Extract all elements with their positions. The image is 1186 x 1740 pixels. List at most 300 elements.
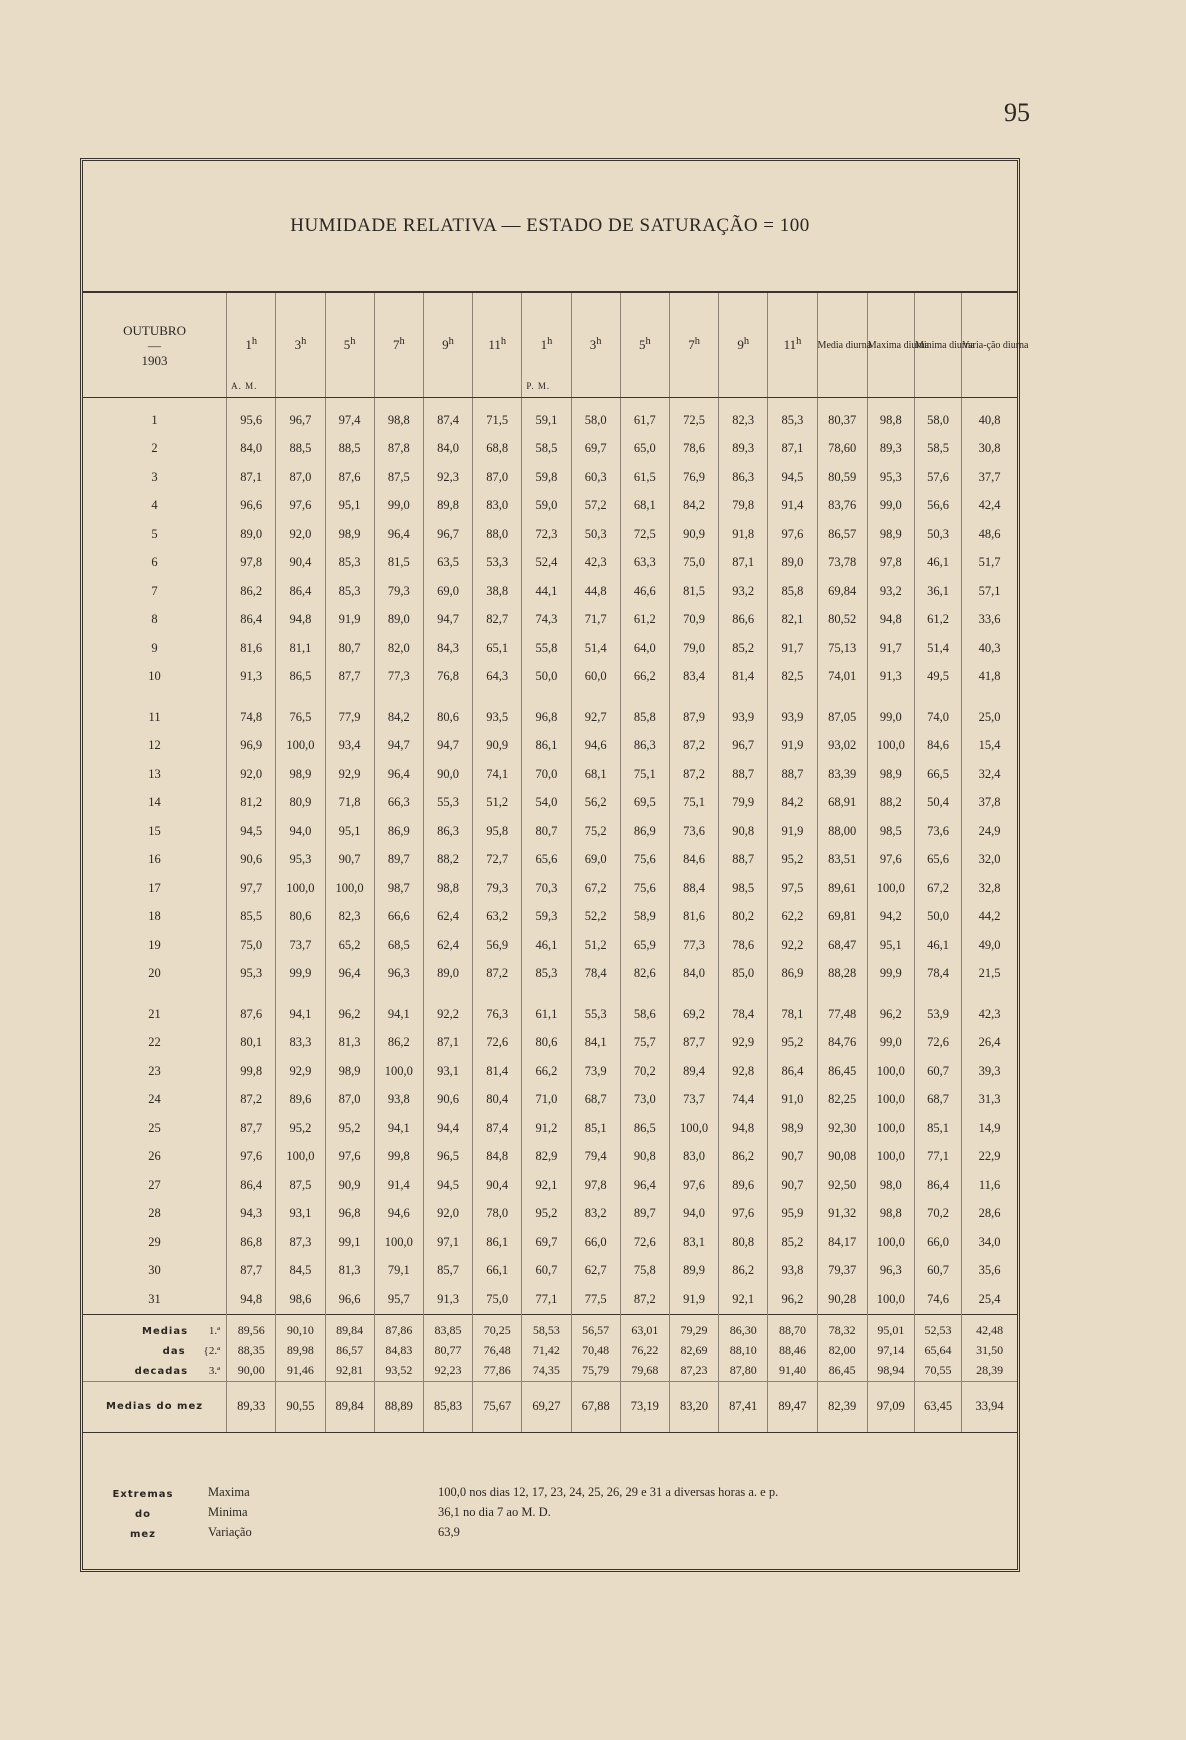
- value-cell: 72,5: [620, 520, 669, 549]
- value-cell: 98,0: [867, 1171, 914, 1200]
- value-cell: 33,6: [962, 606, 1017, 635]
- value-cell: 100,0: [276, 732, 325, 761]
- value-cell: 52,2: [571, 903, 620, 932]
- value-cell: 32,0: [962, 846, 1017, 875]
- decade-value-cell: 90,00: [227, 1361, 276, 1382]
- value-cell: 88,7: [719, 846, 768, 875]
- value-cell: 86,6: [719, 606, 768, 635]
- value-cell: 84,6: [669, 846, 718, 875]
- value-cell: 80,59: [817, 463, 867, 492]
- day-cell: 6: [151, 555, 158, 570]
- value-cell: 93,1: [276, 1200, 325, 1229]
- decade-value-cell: 92,23: [423, 1361, 472, 1382]
- day-cell: 4: [151, 498, 158, 513]
- page-number: 95: [1004, 98, 1030, 127]
- spacer-cell: [719, 988, 768, 1000]
- value-cell: 94,6: [374, 1200, 423, 1229]
- value-cell: 98,7: [374, 874, 423, 903]
- spacer-cell: [83, 398, 227, 407]
- extremes-label-3: mez: [129, 1529, 157, 1540]
- value-cell: 90,28: [817, 1285, 867, 1314]
- decade-value-cell: 89,98: [276, 1341, 325, 1361]
- table-row: [83, 634, 1017, 663]
- value-cell: 88,2: [867, 789, 914, 818]
- value-cell: 95,3: [227, 960, 276, 989]
- extremes-label-2: do: [134, 1509, 152, 1520]
- value-cell: 61,2: [914, 606, 961, 635]
- hour-label: 5: [638, 337, 646, 353]
- decade-value-cell: 87,23: [669, 1361, 718, 1382]
- value-cell: 42,3: [962, 1000, 1017, 1029]
- value-cell: 96,2: [867, 1000, 914, 1029]
- value-cell: 51,2: [571, 931, 620, 960]
- value-cell: 82,25: [817, 1086, 867, 1115]
- value-cell: 99,8: [374, 1143, 423, 1172]
- value-cell: 95,2: [522, 1200, 571, 1229]
- value-cell: 86,3: [423, 817, 472, 846]
- spacer-cell: [817, 398, 867, 407]
- value-cell: 41,8: [962, 663, 1017, 692]
- spacer-cell: [962, 398, 1017, 407]
- value-cell: 65,1: [473, 634, 522, 663]
- value-cell: 57,6: [914, 463, 961, 492]
- value-cell: 95,1: [325, 492, 374, 521]
- value-cell: 83,76: [817, 492, 867, 521]
- decade-value-cell: 28,39: [962, 1361, 1017, 1382]
- value-cell: 50,0: [522, 663, 571, 692]
- decade-label: decadas: [134, 1365, 189, 1377]
- value-cell: 100,0: [374, 1057, 423, 1086]
- decade-value-cell: 92,81: [325, 1361, 374, 1382]
- table-row: [83, 1285, 1017, 1314]
- maxima-header-label: Maxima diurna: [867, 339, 930, 351]
- value-cell: 91,7: [867, 634, 914, 663]
- value-cell: 91,0: [768, 1086, 817, 1115]
- value-cell: 94,5: [423, 1171, 472, 1200]
- value-cell: 87,0: [473, 463, 522, 492]
- table-row: [83, 732, 1017, 761]
- value-cell: 84,2: [669, 492, 718, 521]
- value-cell: 94,5: [227, 817, 276, 846]
- hour-header: [768, 293, 817, 398]
- value-cell: 100,0: [276, 874, 325, 903]
- value-cell: 96,2: [768, 1285, 817, 1314]
- table-row: [83, 520, 1017, 549]
- value-cell: 58,0: [571, 406, 620, 435]
- value-cell: 80,4: [473, 1086, 522, 1115]
- value-cell: 98,9: [867, 520, 914, 549]
- value-cell: 98,8: [374, 406, 423, 435]
- hour-header: [669, 293, 718, 398]
- day-cell: 30: [148, 1263, 161, 1278]
- value-cell: 83,3: [276, 1029, 325, 1058]
- decade-value-cell: 83,85: [423, 1314, 472, 1341]
- value-cell: 84,2: [768, 789, 817, 818]
- value-cell: 97,6: [719, 1200, 768, 1229]
- value-cell: 86,1: [522, 732, 571, 761]
- value-cell: 68,8: [473, 435, 522, 464]
- value-cell: 93,2: [719, 577, 768, 606]
- spacer-cell: [768, 988, 817, 1000]
- value-cell: 85,3: [768, 406, 817, 435]
- month-mean-cell: 89,84: [325, 1381, 374, 1432]
- decade-value-cell: 88,10: [719, 1341, 768, 1361]
- spacer-row: [83, 398, 1017, 407]
- value-cell: 91,32: [817, 1200, 867, 1229]
- value-cell: 96,5: [423, 1143, 472, 1172]
- value-cell: 94,7: [423, 732, 472, 761]
- decade-value-cell: 87,86: [374, 1314, 423, 1341]
- value-cell: 98,9: [768, 1114, 817, 1143]
- value-cell: 97,6: [276, 492, 325, 521]
- value-cell: 78,6: [719, 931, 768, 960]
- value-cell: 66,0: [914, 1228, 961, 1257]
- value-cell: 85,8: [768, 577, 817, 606]
- value-cell: 92,9: [719, 1029, 768, 1058]
- hour-header: [719, 293, 768, 398]
- value-cell: 93,4: [325, 732, 374, 761]
- spacer-cell: [962, 988, 1017, 1000]
- value-cell: 75,0: [669, 549, 718, 578]
- value-cell: 76,5: [276, 703, 325, 732]
- value-cell: 88,00: [817, 817, 867, 846]
- value-cell: 70,2: [620, 1057, 669, 1086]
- value-cell: 93,5: [473, 703, 522, 732]
- spacer-cell: [374, 691, 423, 703]
- value-cell: 84,6: [914, 732, 961, 761]
- value-cell: 91,9: [669, 1285, 718, 1314]
- value-cell: 80,37: [817, 406, 867, 435]
- decade-value-cell: 89,56: [227, 1314, 276, 1341]
- value-cell: 95,2: [768, 1029, 817, 1058]
- value-cell: 94,1: [276, 1000, 325, 1029]
- value-cell: 92,2: [768, 931, 817, 960]
- spacer-cell: [817, 691, 867, 703]
- value-cell: 93,9: [768, 703, 817, 732]
- decade-row: [83, 1361, 1017, 1382]
- hour-suffix: h: [694, 336, 700, 348]
- table-row: [83, 663, 1017, 692]
- spacer-cell: [83, 988, 227, 1000]
- value-cell: 86,2: [719, 1143, 768, 1172]
- value-cell: 99,1: [325, 1228, 374, 1257]
- value-cell: 94,8: [276, 606, 325, 635]
- table-row: [83, 549, 1017, 578]
- value-cell: 94,7: [374, 732, 423, 761]
- value-cell: 94,7: [423, 606, 472, 635]
- value-cell: 90,4: [473, 1171, 522, 1200]
- value-cell: 100,0: [276, 1143, 325, 1172]
- value-cell: 74,0: [914, 703, 961, 732]
- value-cell: 86,4: [227, 606, 276, 635]
- value-cell: 59,8: [522, 463, 571, 492]
- value-cell: 52,4: [522, 549, 571, 578]
- value-cell: 87,1: [423, 1029, 472, 1058]
- value-cell: 50,3: [914, 520, 961, 549]
- spacer-cell: [669, 691, 718, 703]
- value-cell: 68,1: [620, 492, 669, 521]
- value-cell: 90,7: [768, 1171, 817, 1200]
- value-cell: 81,2: [227, 789, 276, 818]
- value-cell: 69,81: [817, 903, 867, 932]
- value-cell: 60,7: [914, 1257, 961, 1286]
- value-cell: 84,76: [817, 1029, 867, 1058]
- value-cell: 80,8: [719, 1228, 768, 1257]
- day-cell: 5: [151, 526, 158, 541]
- value-cell: 87,5: [276, 1171, 325, 1200]
- value-cell: 100,0: [867, 1057, 914, 1086]
- value-cell: 50,0: [914, 903, 961, 932]
- value-cell: 55,8: [522, 634, 571, 663]
- hour-header: [374, 293, 423, 398]
- value-cell: 69,0: [571, 846, 620, 875]
- decade-label-cell: das {2.ª: [162, 1344, 221, 1357]
- value-cell: 87,2: [669, 732, 718, 761]
- value-cell: 60,7: [522, 1257, 571, 1286]
- value-cell: 91,4: [768, 492, 817, 521]
- hour-suffix: h: [399, 336, 405, 348]
- decade-row: [83, 1314, 1017, 1341]
- value-cell: 94,8: [719, 1114, 768, 1143]
- value-cell: 85,3: [522, 960, 571, 989]
- value-cell: 71,0: [522, 1086, 571, 1115]
- table-row: [83, 606, 1017, 635]
- spacer-cell: [719, 398, 768, 407]
- table-row: [83, 463, 1017, 492]
- value-cell: 50,3: [571, 520, 620, 549]
- month-header: [83, 293, 227, 398]
- value-cell: 90,9: [325, 1171, 374, 1200]
- value-cell: 99,0: [374, 492, 423, 521]
- value-cell: 94,2: [867, 903, 914, 932]
- value-cell: 88,0: [473, 520, 522, 549]
- value-cell: 100,0: [867, 874, 914, 903]
- extremes-label-1: Extremas: [112, 1489, 174, 1500]
- decade-value-cell: 82,00: [817, 1341, 867, 1361]
- value-cell: 87,1: [227, 463, 276, 492]
- day-cell: 11: [148, 709, 161, 724]
- value-cell: 86,57: [817, 520, 867, 549]
- value-cell: 90,9: [473, 732, 522, 761]
- value-cell: 91,9: [768, 732, 817, 761]
- value-cell: 99,9: [276, 960, 325, 989]
- value-cell: 94,8: [867, 606, 914, 635]
- value-cell: 98,9: [276, 760, 325, 789]
- day-cell: 3: [151, 469, 158, 484]
- value-cell: 15,4: [962, 732, 1017, 761]
- value-cell: 56,6: [914, 492, 961, 521]
- value-cell: 91,3: [423, 1285, 472, 1314]
- value-cell: 25,4: [962, 1285, 1017, 1314]
- value-cell: 53,3: [473, 549, 522, 578]
- value-cell: 94,1: [374, 1000, 423, 1029]
- day-cell: 24: [148, 1092, 161, 1107]
- spacer-cell: [620, 691, 669, 703]
- hour-header: [276, 293, 325, 398]
- value-cell: 46,6: [620, 577, 669, 606]
- value-cell: 89,7: [374, 846, 423, 875]
- extreme-name: Minima: [208, 1505, 248, 1519]
- value-cell: 82,3: [719, 406, 768, 435]
- value-cell: 86,9: [768, 960, 817, 989]
- value-cell: 48,6: [962, 520, 1017, 549]
- value-cell: 72,6: [620, 1228, 669, 1257]
- value-cell: 96,3: [867, 1257, 914, 1286]
- value-cell: 87,0: [325, 1086, 374, 1115]
- value-cell: 89,8: [423, 492, 472, 521]
- decade-value-cell: 63,01: [620, 1314, 669, 1341]
- decade-marker: 3.ª: [208, 1364, 221, 1377]
- value-cell: 86,2: [374, 1029, 423, 1058]
- value-cell: 77,9: [325, 703, 374, 732]
- value-cell: 92,9: [276, 1057, 325, 1086]
- decade-value-cell: 88,46: [768, 1341, 817, 1361]
- month-name: OUTUBRO: [123, 322, 186, 338]
- spacer-cell: [473, 691, 522, 703]
- hour-label: 1: [245, 337, 252, 353]
- value-cell: 79,3: [473, 874, 522, 903]
- value-cell: 86,9: [620, 817, 669, 846]
- value-cell: 62,4: [423, 903, 472, 932]
- decade-row: [83, 1341, 1017, 1361]
- value-cell: 72,3: [522, 520, 571, 549]
- hour-suffix: h: [500, 336, 507, 348]
- value-cell: 96,4: [374, 760, 423, 789]
- decade-value-cell: 76,48: [473, 1341, 522, 1361]
- value-cell: 66,0: [571, 1228, 620, 1257]
- value-cell: 89,7: [620, 1200, 669, 1229]
- value-cell: 78,6: [669, 435, 718, 464]
- value-cell: 86,3: [719, 463, 768, 492]
- decade-marker: 1.ª: [208, 1324, 221, 1337]
- value-cell: 87,1: [719, 549, 768, 578]
- value-cell: 24,9: [962, 817, 1017, 846]
- spacer-cell: [473, 398, 522, 407]
- spacer-cell: [620, 988, 669, 1000]
- hour-suffix: h: [743, 336, 750, 348]
- humidity-table: [83, 293, 1029, 1433]
- day-cell: 9: [151, 640, 158, 655]
- value-cell: 86,8: [227, 1228, 276, 1257]
- day-cell: 17: [148, 880, 161, 895]
- value-cell: 58,9: [620, 903, 669, 932]
- decade-value-cell: 70,48: [571, 1341, 620, 1361]
- value-cell: 67,2: [571, 874, 620, 903]
- value-cell: 85,5: [227, 903, 276, 932]
- table-row: [83, 703, 1017, 732]
- value-cell: 84,17: [817, 1228, 867, 1257]
- value-cell: 87,8: [374, 435, 423, 464]
- value-cell: 79,4: [571, 1143, 620, 1172]
- hour-header: [227, 293, 276, 398]
- table-row: [83, 1057, 1017, 1086]
- value-cell: 69,2: [669, 1000, 718, 1029]
- spacer-cell: [423, 398, 472, 407]
- value-cell: 60,3: [571, 463, 620, 492]
- value-cell: 95,7: [374, 1285, 423, 1314]
- value-cell: 100,0: [867, 732, 914, 761]
- value-cell: 73,6: [669, 817, 718, 846]
- spacer-cell: [914, 691, 961, 703]
- value-cell: 80,7: [325, 634, 374, 663]
- value-cell: 80,6: [522, 1029, 571, 1058]
- spacer-cell: [817, 988, 867, 1000]
- value-cell: 96,6: [227, 492, 276, 521]
- value-cell: 62,7: [571, 1257, 620, 1286]
- hour-suffix: h: [796, 336, 802, 348]
- value-cell: 87,7: [669, 1029, 718, 1058]
- value-cell: 95,3: [276, 846, 325, 875]
- spacer-cell: [227, 691, 276, 703]
- value-cell: 85,2: [719, 634, 768, 663]
- value-cell: 81,1: [276, 634, 325, 663]
- value-cell: 80,7: [522, 817, 571, 846]
- value-cell: 71,5: [473, 406, 522, 435]
- value-cell: 66,1: [473, 1257, 522, 1286]
- value-cell: 75,13: [817, 634, 867, 663]
- value-cell: 77,48: [817, 1000, 867, 1029]
- value-cell: 68,1: [571, 760, 620, 789]
- value-cell: 97,1: [423, 1228, 472, 1257]
- value-cell: 68,5: [374, 931, 423, 960]
- value-cell: 100,0: [325, 874, 374, 903]
- value-cell: 37,8: [962, 789, 1017, 818]
- decade-value-cell: 31,50: [962, 1341, 1017, 1361]
- value-cell: 51,7: [962, 549, 1017, 578]
- value-cell: 79,9: [719, 789, 768, 818]
- value-cell: 54,0: [522, 789, 571, 818]
- value-cell: 92,1: [522, 1171, 571, 1200]
- value-cell: 74,6: [914, 1285, 961, 1314]
- hour-suffix: h: [645, 336, 651, 348]
- pm-label: P. M.: [526, 381, 551, 391]
- table-row: [83, 1143, 1017, 1172]
- decade-value-cell: 87,80: [719, 1361, 768, 1382]
- month-mean-cell: 89,33: [227, 1381, 276, 1432]
- decade-value-cell: 97,14: [867, 1341, 914, 1361]
- value-cell: 95,9: [768, 1200, 817, 1229]
- day-cell: 18: [148, 909, 161, 924]
- value-cell: 83,0: [669, 1143, 718, 1172]
- value-cell: 94,0: [276, 817, 325, 846]
- value-cell: 90,7: [768, 1143, 817, 1172]
- value-cell: 87,3: [276, 1228, 325, 1257]
- value-cell: 87,9: [669, 703, 718, 732]
- value-cell: 85,7: [423, 1257, 472, 1286]
- value-cell: 81,5: [669, 577, 718, 606]
- value-cell: 61,5: [620, 463, 669, 492]
- value-cell: 98,8: [867, 406, 914, 435]
- value-cell: 77,3: [374, 663, 423, 692]
- day-cell: 14: [148, 795, 161, 810]
- value-cell: 86,4: [768, 1057, 817, 1086]
- value-cell: 14,9: [962, 1114, 1017, 1143]
- value-cell: 91,3: [227, 663, 276, 692]
- value-cell: 90,08: [817, 1143, 867, 1172]
- am-label: A. M.: [231, 381, 258, 391]
- value-cell: 92,30: [817, 1114, 867, 1143]
- value-cell: 68,7: [914, 1086, 961, 1115]
- value-cell: 97,6: [867, 846, 914, 875]
- value-cell: 98,6: [276, 1285, 325, 1314]
- value-cell: 63,5: [423, 549, 472, 578]
- value-cell: 86,4: [276, 577, 325, 606]
- day-cell: 12: [148, 738, 161, 753]
- value-cell: 75,6: [620, 874, 669, 903]
- month-dash: —: [148, 337, 162, 353]
- month-mean-cell: 85,83: [423, 1381, 472, 1432]
- day-cell: 23: [148, 1063, 161, 1078]
